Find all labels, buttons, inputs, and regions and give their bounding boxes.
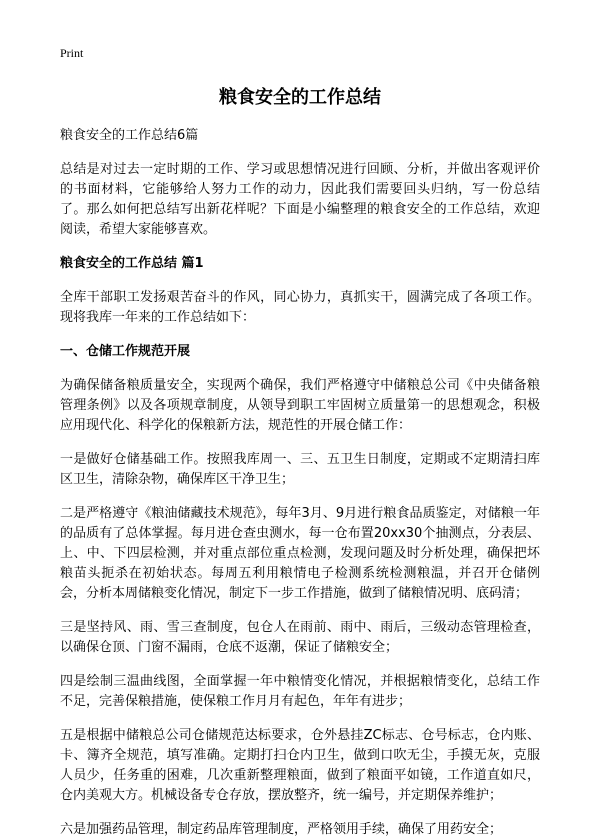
body-paragraph: 为确保储备粮质量安全，实现两个确保，我们严格遵守中储粮总公司《中央储备粮管理条例》以及各项规章制度，从领导到职工牢固树立质量第一的思想观念，积极应用现代化、科学化的保粮新方法，规范性的开展仓储工作： (60, 378, 540, 433)
subheading-warehouse-work: 一、仓储工作规范开展 (60, 344, 191, 359)
section-heading: 粮食安全的工作总结 篇1 (60, 256, 204, 271)
page-title: 粮食安全的工作总结 (219, 87, 381, 108)
document-subtitle: 粮食安全的工作总结6篇 (60, 128, 199, 143)
intro-paragraph: 总结是对过去一定时期的工作、学习或思想情况进行回顾、分析，并做出客观评价的书面材料，它能够给人努力工作的动力，因此我们需要回头归纳，写一份总结了。那么如何把总结写出新花样呢？下面是小编整理的粮食安全的工作总结，欢迎阅读，希望大家能够喜欢。 (60, 162, 540, 237)
print-link[interactable]: Print (60, 46, 84, 60)
body-paragraph: 一是做好仓储基础工作。按照我库周一、三、五卫生日制度，定期或不定期清扫库区卫生，清除杂物，确保库区干净卫生； (60, 452, 540, 487)
body-paragraph: 五是根据中储粮总公司仓储规范达标要求，仓外悬挂ZC标志、仓号标志，仓内账、卡、簿齐全规范，填写准确。定期打扫仓内卫生，做到口吹无尘，手摸无灰，克服人员少，任务重的困难，几次重新整理粮面，做到了粮面平如镜，工作道直如尺，仓内美观大方。机械设备专仓存放，摆放整齐，统一编号，并定期保养维护； (60, 728, 540, 803)
body-paragraph: 六是加强药品管理，制定药品库管理制度，严格领用手续，确保了用药安全； (60, 822, 503, 837)
body-paragraph: 三是坚持风、雨、雪三查制度，包仓人在雨前、雨中、雨后，三级动态管理检查，以确保仓顶、门窗不漏雨，仓底不返潮，保证了储粮安全； (60, 620, 540, 655)
body-paragraph: 二是严格遵守《粮油储藏技术规范》，每年3月、9月进行粮食品质鉴定，对储粮一年的品质有了总体掌握。每月进仓查虫测水，每一仓布置20xx30个抽测点，分表层、上、中、下四层检测，并对重点部位重点检测，发现问题及时分析处理，确保把坏粮苗头扼杀在初始状态。每周五利用粮情电子检测系统检测粮温，并召开仓储例会，分析本周储粮变化情况，制定下一步工作措施，做到了储粮情况明、底码清； (60, 506, 540, 601)
body-paragraph: 四是绘制三温曲线图，全面掌握一年中粮情变化情况，并根据粮情变化，总结工作不足，完善保粮措施，使保粮工作月月有起色，年年有进步； (60, 674, 540, 709)
section-intro-paragraph: 全库干部职工发扬艰苦奋斗的作风，同心协力，真抓实干，圆满完成了各项工作。现将我库一年来的工作总结如下： (60, 290, 540, 325)
